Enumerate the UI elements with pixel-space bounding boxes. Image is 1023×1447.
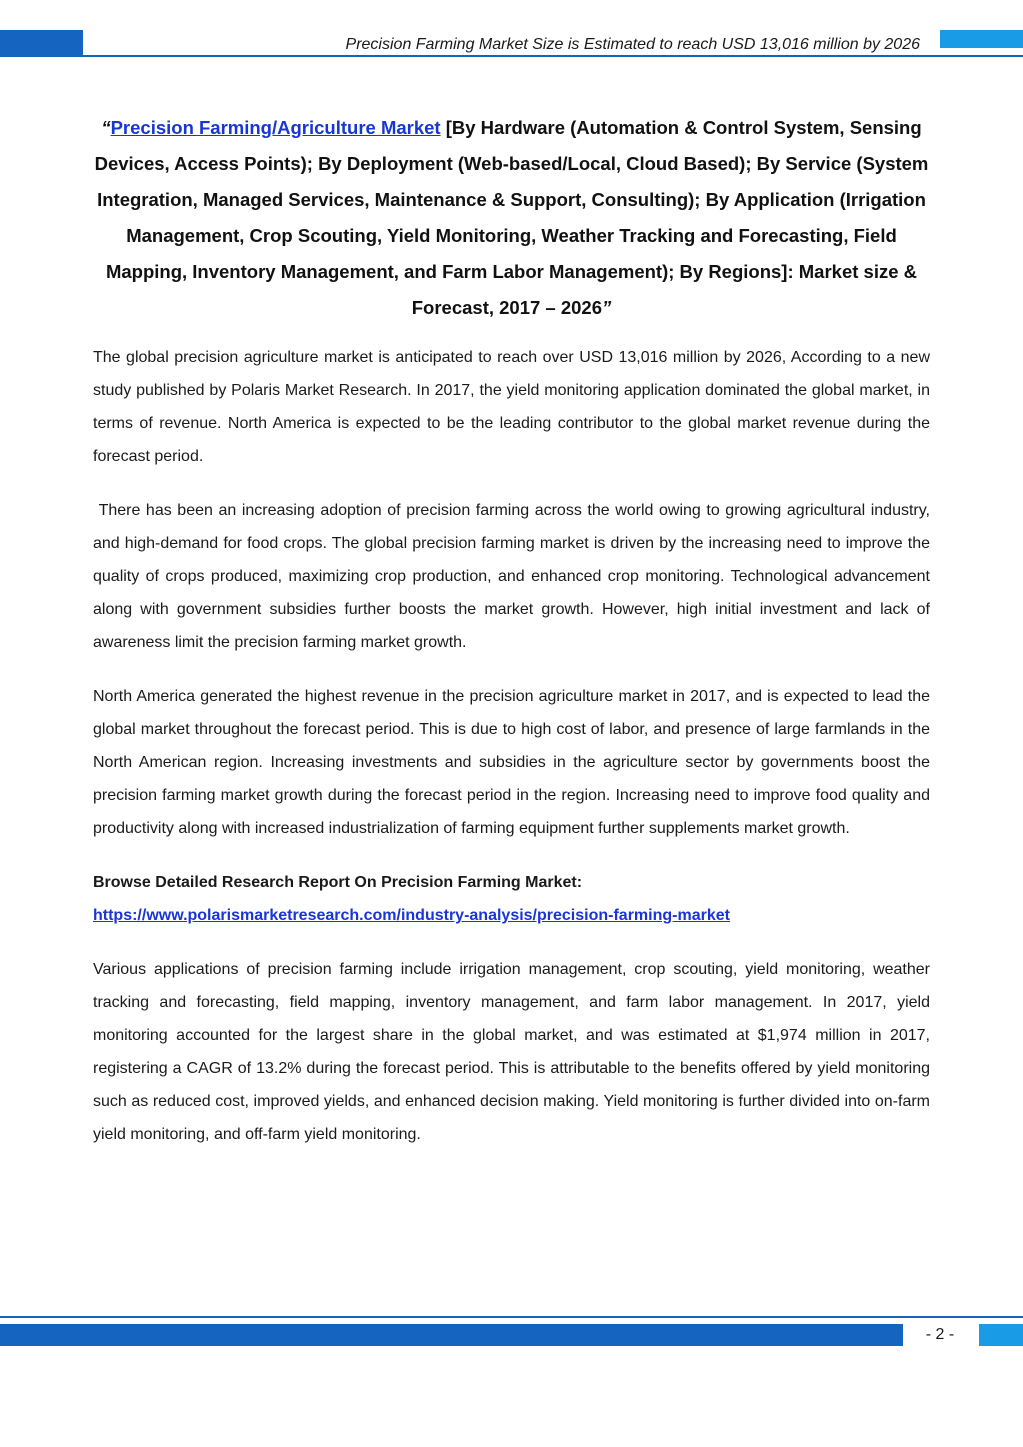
- close-quote: ”: [602, 297, 612, 318]
- paragraph-4: Various applications of precision farming include irrigation management, crop scouting, yield monitoring, weather tracking and forecasting, field mapping, inventory management, and farm labor management. In 2017, yield monitoring accounted for the largest share in the global market, and was estimated at $1,974 million in 2017, registering a CAGR of 13.2% during the forecast period. This is attributable to the benefits offered by yield monitoring such as reduced cost, improved yields, and enhanced decision making. Yield monitoring is further divided into on-farm yield monitoring, and off-farm yield monitoring.: [93, 961, 930, 1143]
- report-url-link[interactable]: https://www.polarismarketresearch.com/industry-analysis/precision-farming-market: [93, 907, 730, 924]
- browse-label: Browse Detailed Research Report On Precision Farming Market:: [93, 874, 583, 891]
- header-rule: [0, 55, 1023, 57]
- footer-rule: [0, 1316, 1023, 1318]
- paragraph-3: North America generated the highest revenue in the precision agriculture market in 2017, and is expected to lead the global market throughout the forecast period. This is due to high cost of labor, and presence of large farmlands in the North American region. Increasing investments and subsidies in the agriculture sector by governments boost the precision farming market growth during the forecast period in the region. Increasing need to improve food quality and productivity along with increased industrialization of farming equipment further supplements market growth.: [93, 688, 930, 837]
- heading-text: [By Hardware (Automation & Control System, Sensing Devices, Access Points); By Deployment (Web-based/Local, Cloud Based); By Service (System Integration, Managed Services, Maintenance & Support, Consulting); By Application (Irrigation Management, Crop Scouting, Yield Monitoring, Weather Tracking and Forecasting, Field Mapping, Inventory Management, and Farm Labor Management); By Regions]: Market size & Forecast, 2017 – 2026: [94, 117, 929, 318]
- header-title: Precision Farming Market Size is Estimated to reach USD 13,016 million by 2026: [345, 36, 920, 53]
- paragraph-2: There has been an increasing adoption of precision farming across the world owing to growing agricultural industry, and high-demand for food crops. The global precision farming market is driven by the increasing need to improve the quality of crops produced, maximizing crop production, and enhanced crop monitoring. Technological advancement along with government subsidies further boosts the market growth. However, high initial investment and lack of awareness limit the precision farming market growth.: [93, 502, 930, 651]
- page-content: [93, 110, 930, 1151]
- page-number: - 2 -: [925, 1326, 955, 1343]
- header-accent-right: [940, 30, 1023, 48]
- market-title-link[interactable]: Precision Farming/Agriculture Market: [110, 117, 441, 138]
- footer-bar: [0, 1324, 903, 1346]
- report-heading: [93, 110, 930, 326]
- paragraph-1: The global precision agriculture market is anticipated to reach over USD 13,016 million by 2026, According to a new study published by Polaris Market Research. In 2017, the yield monitoring application dominated the global market, in terms of revenue. North America is expected to be the leading contributor to the global market revenue during the forecast period.: [93, 349, 930, 465]
- footer-accent-right: [979, 1324, 1023, 1346]
- header-accent-left: [0, 30, 83, 56]
- open-quote: “: [101, 117, 111, 138]
